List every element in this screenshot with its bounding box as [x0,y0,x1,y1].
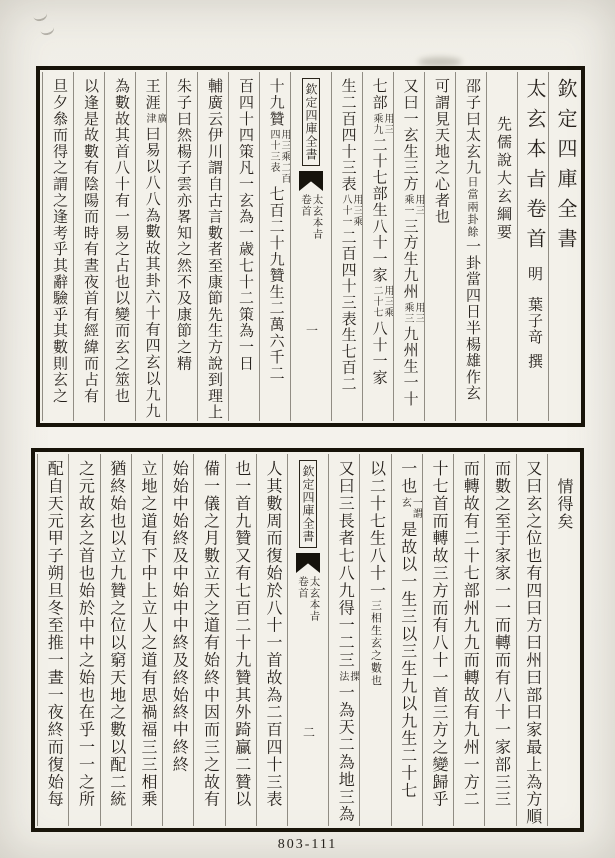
text-column [516,454,547,826]
column-text: 可謂見天地之心者也 [433,78,449,225]
interlinear-note [371,113,393,135]
folio-bottom-columns [37,454,578,826]
text-column [256,454,287,826]
column-text: 一為天二為地三為 [336,683,354,824]
text-column [486,72,517,421]
page-number: 二 [301,726,316,740]
column-text: 也一首九贊又有七百二十九贊其外踦贏二贊以 [232,460,250,808]
column-text: 七百二十九贊生二萬六千二 [267,185,284,382]
note-right-text: 一謂 [410,496,422,519]
column-text: 一也 [398,460,416,495]
text-column [228,72,259,421]
text-column [225,454,256,826]
banxin-header: 欽定四庫全書 [299,460,317,548]
text-column [547,454,578,826]
column-small-text: 日當兩卦餘 [466,175,478,239]
interlinear-note [340,194,362,227]
column-small-text: 三相生玄之數也 [369,599,382,687]
column-text: 生二百四十三表 [339,78,356,193]
note-left-text: 乘九 [371,112,382,135]
note-left-text: 八十一 [340,194,351,228]
column-text: 王涯 [143,78,160,111]
text-column [391,454,422,826]
column-text: 以逢是故數有陰陽而時有晝夜首有經緯而占有 [82,78,98,404]
fishtail-icon [296,553,320,573]
interlinear-note [402,194,424,216]
text-gap [562,460,564,478]
column-text: 人其數周而復始於八十一首故為二百四十三表 [264,460,281,808]
column-text: 太玄本㫖卷首 [523,78,545,258]
column-text: 旦夕叅而得之謂之逢考乎其辭驗乎其數則玄之 [51,78,67,404]
note-right-text: 廣 [155,112,166,124]
text-column [100,454,131,826]
text-column [455,72,486,421]
column-text: 邵子曰太玄九 [464,78,480,176]
folio-top [36,66,585,427]
banxin-column [290,72,331,421]
column-text: 曰易以八八為數故其卦六十有四玄以九九 [143,125,160,420]
interlinear-note [144,113,166,124]
column-text: 十九贊 [267,78,284,127]
interlinear-note [268,129,290,184]
folio-bottom [31,448,584,832]
text-column [484,454,515,826]
folio-top-columns [42,72,579,421]
column-text: 九州生一十 [401,325,418,408]
note-right-text: 用三乘 [382,285,393,319]
banxin-header: 欽定四庫全書 [302,78,320,166]
text-column [393,72,424,421]
text-column [193,454,224,826]
column-text: 十七首而轉故三方而有八十一首三方之變歸乎 [430,460,447,808]
text-column [362,72,393,421]
column-text: 以二十七生八十一 [367,460,385,600]
note-right-text: 用三 [413,301,424,324]
note-left-text: 四十三表 [268,128,279,173]
text-column [37,454,68,826]
column-text: 始始中始終及中始中中終及終始終中終終 [170,460,188,774]
banxin-title-text: 太玄本㫖 [311,194,323,240]
text-column [131,454,162,826]
column-text: 又曰玄之位也有四曰方曰州曰部曰家最上為方順 [523,460,541,826]
column-text: 三方生九州 [401,218,418,300]
scan-smudge [39,21,55,36]
text-column [68,454,99,826]
note-left-text: 乘一 [402,194,413,217]
column-text: 立地之道有下中上立人之道有思禍福三三相乗 [139,460,156,808]
text-column [162,454,193,826]
column-text: 朱子曰然楊子雲亦畧知之然不及康節之精 [175,78,191,372]
interlinear-note [337,671,359,682]
note-right-text: 用三乘 [351,194,362,228]
text-column [517,72,548,421]
note-right-text: 用三 [413,194,424,217]
text-gap [533,282,535,296]
note-left-text: 津 [144,112,155,124]
text-column [359,454,390,826]
column-text: 二十七部生八十一家 [370,136,387,284]
banxin-title-text: 太玄本㫖 [308,576,320,622]
column-text: 七部 [370,78,387,111]
column-text: 情得矣 [555,478,572,531]
interlinear-note [399,497,421,519]
text-gap [502,78,504,116]
note-right-text: 揲 [347,670,359,682]
column-text: 撰 [526,353,542,370]
column-text: 之元故玄之首也始於中中之始也在乎一一之所 [76,460,94,808]
text-column [135,72,166,421]
text-column [166,72,197,421]
scan-smudge [32,7,48,22]
text-column [548,72,579,421]
note-right-text: 用三 [382,112,393,135]
column-text: 而轉故有二十七部州九九而轉故有九州一方二 [461,460,479,808]
page-number: 一 [304,324,319,338]
column-text: 備一儀之月數立天之道有始終中因而三之故有 [201,460,219,808]
text-column [197,72,228,421]
column-text: 欽定四庫全書 [554,78,576,258]
note-left-text: 乘三 [402,301,413,324]
column-text: 一卦當四日半楊雄作玄 [464,238,480,402]
column-text: 八十一家 [370,320,387,386]
note-left-text: 法 [336,670,348,682]
text-gap [533,258,535,266]
note-right-text: 用三乘二百 [279,128,290,184]
column-text: 輔廣云伊川謂自古言數者至康節先生方說到理上 [206,78,222,421]
column-text: 是故以一生三以三生九以九生二十七 [398,520,416,800]
banxin-section-text: 卷首 [297,576,308,599]
catalog-number: 803-111 [277,837,338,852]
column-text: 又曰一玄生三方 [401,78,418,193]
text-column [259,72,290,421]
interlinear-note [402,302,424,324]
banxin-title [297,576,320,622]
column-text: 為數故其首八十有一易之占也以變而玄之筮也 [113,78,129,404]
banxin-title [300,194,323,240]
text-column [73,72,104,421]
text-column [331,72,362,421]
column-text: 百四十四策凡一玄為一歳七十二策為一日 [237,78,253,372]
text-column [453,454,484,826]
note-left-text: 玄 [399,496,411,508]
column-text: 明 [526,266,542,283]
banxin-section-text: 卷首 [300,194,311,217]
column-text: 二百四十三表生七百二 [339,229,356,393]
text-column [424,72,455,421]
column-text: 猶終始也以立九贊之位以窮天地之數以配二統 [107,460,125,808]
text-column [42,72,73,421]
note-left-text: 二十七 [371,285,382,319]
text-column [104,72,135,421]
column-text: 而數之至于家家一一而轉而有八十一家部三三 [492,460,510,808]
text-column [422,454,453,826]
column-text: 葉子竒 [526,296,542,346]
column-text: 配自天元甲子朔旦冬至推一晝一夜終而復始每 [45,460,63,808]
text-column [328,454,359,826]
column-text: 先儒說大玄綱要 [495,116,511,242]
banxin-column [287,454,328,826]
fishtail-icon [299,171,323,191]
column-text: 又曰三長者七八九得一二三 [336,460,354,669]
interlinear-note [371,285,393,318]
